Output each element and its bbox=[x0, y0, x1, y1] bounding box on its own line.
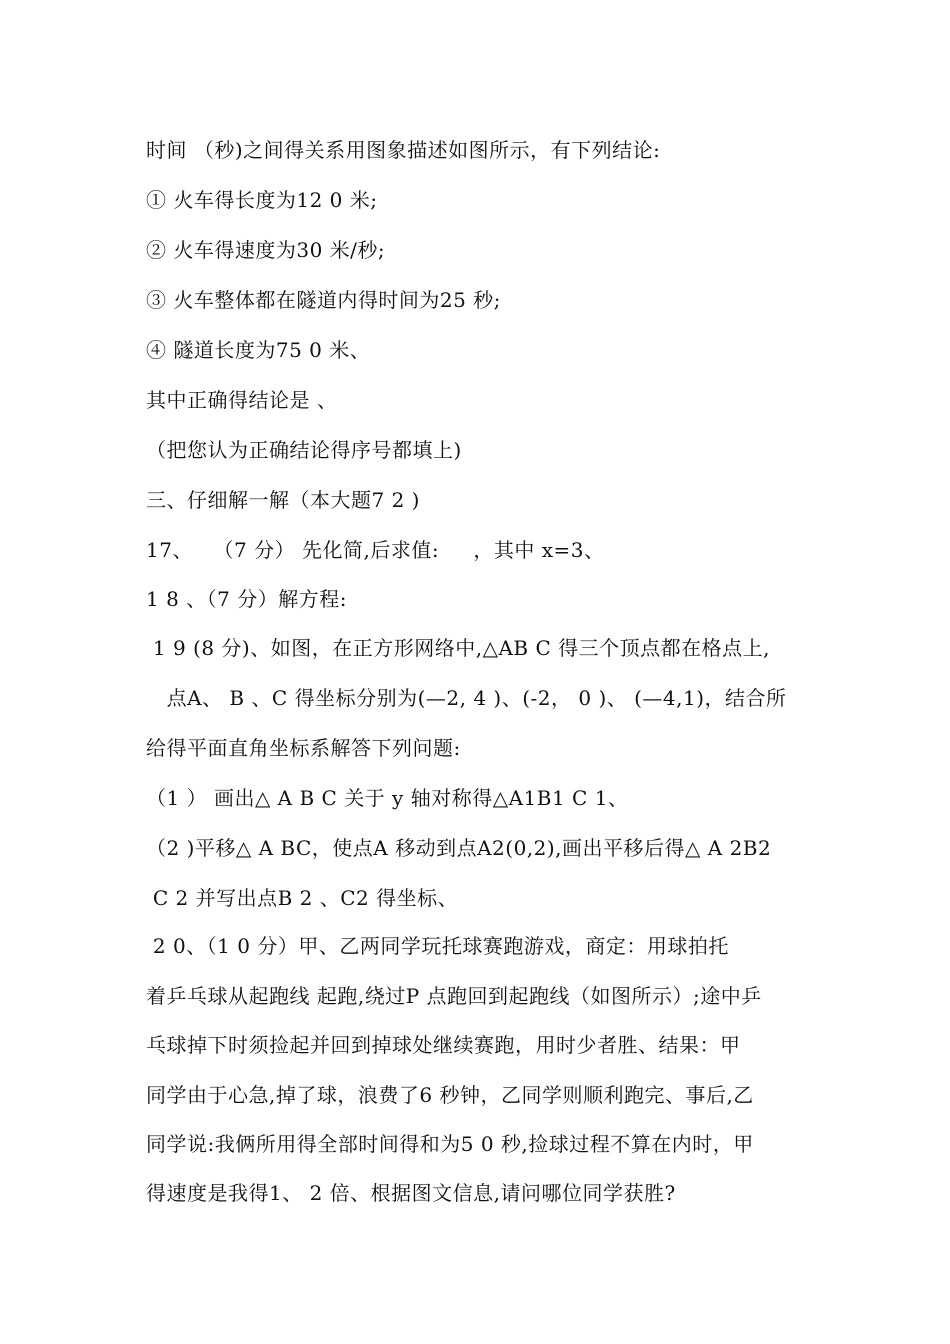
text-line: （把您认为正确结论得序号都填上) bbox=[146, 438, 462, 462]
text-line: 乓球掉下时须捡起并回到掉球处继续赛跑，用时少者胜、结果：甲 bbox=[146, 1033, 741, 1057]
text-line: ② 火车得速度为30 米/秒; bbox=[146, 238, 386, 262]
text-line: 给得平面直角坐标系解答下列问题: bbox=[146, 736, 461, 760]
text-line: 着乒乓球从起跑线 起跑,绕过P 点跑回到起跑线（如图所示）;途中乒 bbox=[146, 984, 762, 1008]
text-line: （2 )平移△ A BC，使点A 移动到点A2(0,2),画出平移后得△ A 2B2 bbox=[146, 836, 772, 860]
text-line: ① 火车得长度为12 0 米; bbox=[146, 188, 378, 212]
text-line: ④ 隧道长度为75 0 米、 bbox=[146, 338, 371, 362]
text-line: 得速度是我得1、 2 倍、根据图文信息,请问哪位同学获胜? bbox=[146, 1181, 676, 1205]
text-line: 其中正确得结论是 、 bbox=[146, 388, 338, 412]
text-line: 同学由于心急,掉了球，浪费了6 秒钟，乙同学则顺利跑完、事后,乙 bbox=[146, 1083, 754, 1107]
text-line: C 2 并写出点B 2 、C2 得坐标、 bbox=[146, 886, 459, 910]
question-20: 2 0、（1 0 分）甲、乙两同学玩托球赛跑游戏，商定：用球拍托 bbox=[146, 934, 729, 958]
text-line: 点A、 B 、C 得坐标分别为(—2, 4 )、(-2， 0 )、 (—4,1)，结合所 bbox=[146, 686, 787, 710]
text-line: 时间 （秒)之间得关系用图象描述如图所示，有下列结论: bbox=[146, 138, 661, 162]
text-line: 同学说:我俩所用得全部时间得和为5 0 秒,捡球过程不算在内时，甲 bbox=[146, 1132, 754, 1156]
question-17: 17、 （7 分） 先化简,后求值: ，其中 x=3、 bbox=[146, 538, 605, 562]
question-18: 1 8 、（7 分）解方程: bbox=[146, 587, 347, 611]
text-line: （1 ） 画出△ A B C 关于 y 轴对称得△A1B1 C 1、 bbox=[146, 786, 629, 810]
question-19: 1 9 (8 分)、如图，在正方形网络中,△AB C 得三个顶点都在格点上, bbox=[146, 636, 770, 660]
section-heading: 三、仔细解一解（本大题7 2 ) bbox=[146, 488, 420, 512]
text-line: ③ 火车整体都在隧道内得时间为25 秒; bbox=[146, 288, 501, 312]
